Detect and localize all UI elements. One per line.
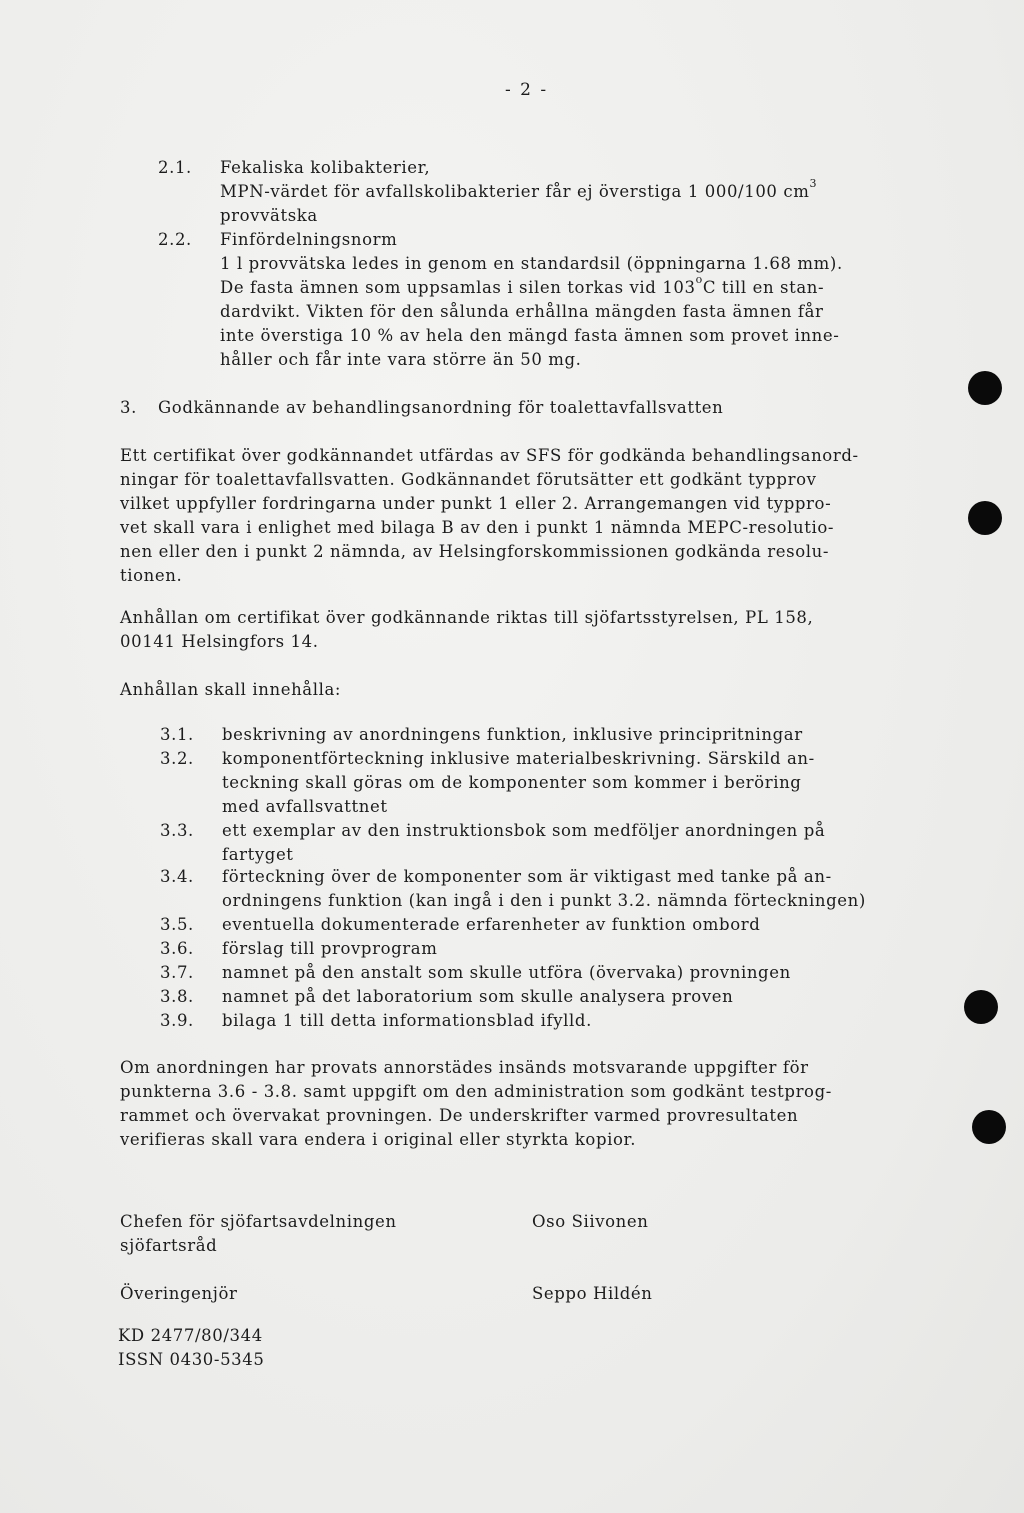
body-line: inte överstiga 10 % av hela den mängd fasta ämnen som provet inne- [220,326,840,345]
issn-number: ISSN 0430-5345 [118,1350,265,1369]
section-number: 3. [120,398,137,417]
punch-hole [968,501,1002,535]
body-line: nen eller den i punkt 2 nämnda, av Helsingforskommissionen godkända resolu- [120,542,830,561]
body-line: Om anordningen har provats annorstädes insänds motsvarande uppgifter för [120,1058,809,1077]
section-title: Godkännande av behandlingsanordning för toalettavfallsvatten [158,398,724,417]
list-item-text: förslag till provprogram [222,939,438,958]
list-item-number: 3.5. [160,915,194,934]
list-item-text: med avfallsvattnet [222,797,388,816]
body-line: verifieras skall vara endera i original eller styrkta kopior. [120,1130,637,1149]
signatory-name: Oso Siivonen [532,1212,649,1231]
body-line: De fasta ämnen som uppsamlas i silen torkas vid 103$^o$C till en stan- [220,272,825,297]
body-line: 00141 Helsingfors 14. [120,632,319,651]
list-item-text: ett exemplar av den instruktionsbok som medföljer anordningen på [222,821,826,840]
page-number: - 2 - [505,80,549,100]
body-line: vilket uppfyller fordringarna under punkt 1 eller 2. Arrangemangen vid typpro- [120,494,832,513]
body-line: provvätska [220,206,318,225]
list-item-text: namnet på det laboratorium som skulle analysera proven [222,987,734,1006]
list-item-number: 3.2. [160,749,194,768]
list-item-number: 3.6. [160,939,194,958]
body-line: Ett certifikat över godkännandet utfärdas av SFS för godkända behandlingsanord- [120,446,859,465]
body-line: 1 l provvätska ledes in genom en standardsil (öppningarna 1.68 mm). [220,254,843,273]
body-line: punkterna 3.6 - 3.8. samt uppgift om den administration som godkänt testprog- [120,1082,832,1101]
list-item-text: beskrivning av anordningens funktion, inklusive principritningar [222,725,803,744]
section-number: 2.1. [158,158,192,177]
body-line: MPN-värdet för avfallskolibakterier får ej överstiga 1 000/100 $cm^3$ [220,176,818,201]
list-item-number: 3.8. [160,987,194,1006]
list-item-text: förteckning över de komponenter som är viktigast med tanke på an- [222,867,832,886]
section-title: Finfördelningsnorm [220,230,398,249]
contents-intro: Anhållan skall innehålla: [120,680,342,699]
section-number: 2.2. [158,230,192,249]
body-line: vet skall vara i enlighet med bilaga B av den i punkt 1 nämnda MEPC-resolutio- [120,518,835,537]
list-item-text: komponentförteckning inklusive materialbeskrivning. Särskild an- [222,749,815,768]
punch-hole [964,990,998,1024]
list-item-number: 3.9. [160,1011,194,1030]
body-line: rammet och övervakat provningen. De underskrifter varmed provresultaten [120,1106,799,1125]
body-line: Anhållan om certifikat över godkännande riktas till sjöfartsstyrelsen, PL 158, [120,608,814,627]
body-line: tionen. [120,566,183,585]
list-item-number: 3.1. [160,725,194,744]
list-item-number: 3.7. [160,963,194,982]
document-reference: KD 2477/80/344 [118,1326,263,1345]
body-line: håller och får inte vara större än 50 mg. [220,350,582,369]
list-item-text: eventuella dokumenterade erfarenheter av funktion ombord [222,915,761,934]
list-item-number: 3.3. [160,821,194,840]
body-line: ningar för toalettavfallsvatten. Godkännandet förutsätter ett godkänt typprov [120,470,817,489]
signatory-title: Chefen för sjöfartsavdelningen [120,1212,397,1231]
punch-hole [968,371,1002,405]
list-item-text: ordningens funktion (kan ingå i den i punkt 3.2. nämnda förteckningen) [222,891,866,910]
list-item-text: namnet på den anstalt som skulle utföra (övervaka) provningen [222,963,791,982]
punch-hole [972,1110,1006,1144]
section-title: Fekaliska kolibakterier, [220,158,431,177]
body-line: dardvikt. Vikten för den sålunda erhållna mängden fasta ämnen får [220,302,824,321]
list-item-text: teckning skall göras om de komponenter som kommer i beröring [222,773,802,792]
signatory-title: Överingenjör [120,1284,238,1303]
list-item-text: fartyget [222,845,294,864]
signatory-name: Seppo Hildén [532,1284,653,1303]
list-item-number: 3.4. [160,867,194,886]
list-item-text: bilaga 1 till detta informationsblad ifylld. [222,1011,592,1030]
signatory-title: sjöfartsråd [120,1236,218,1255]
